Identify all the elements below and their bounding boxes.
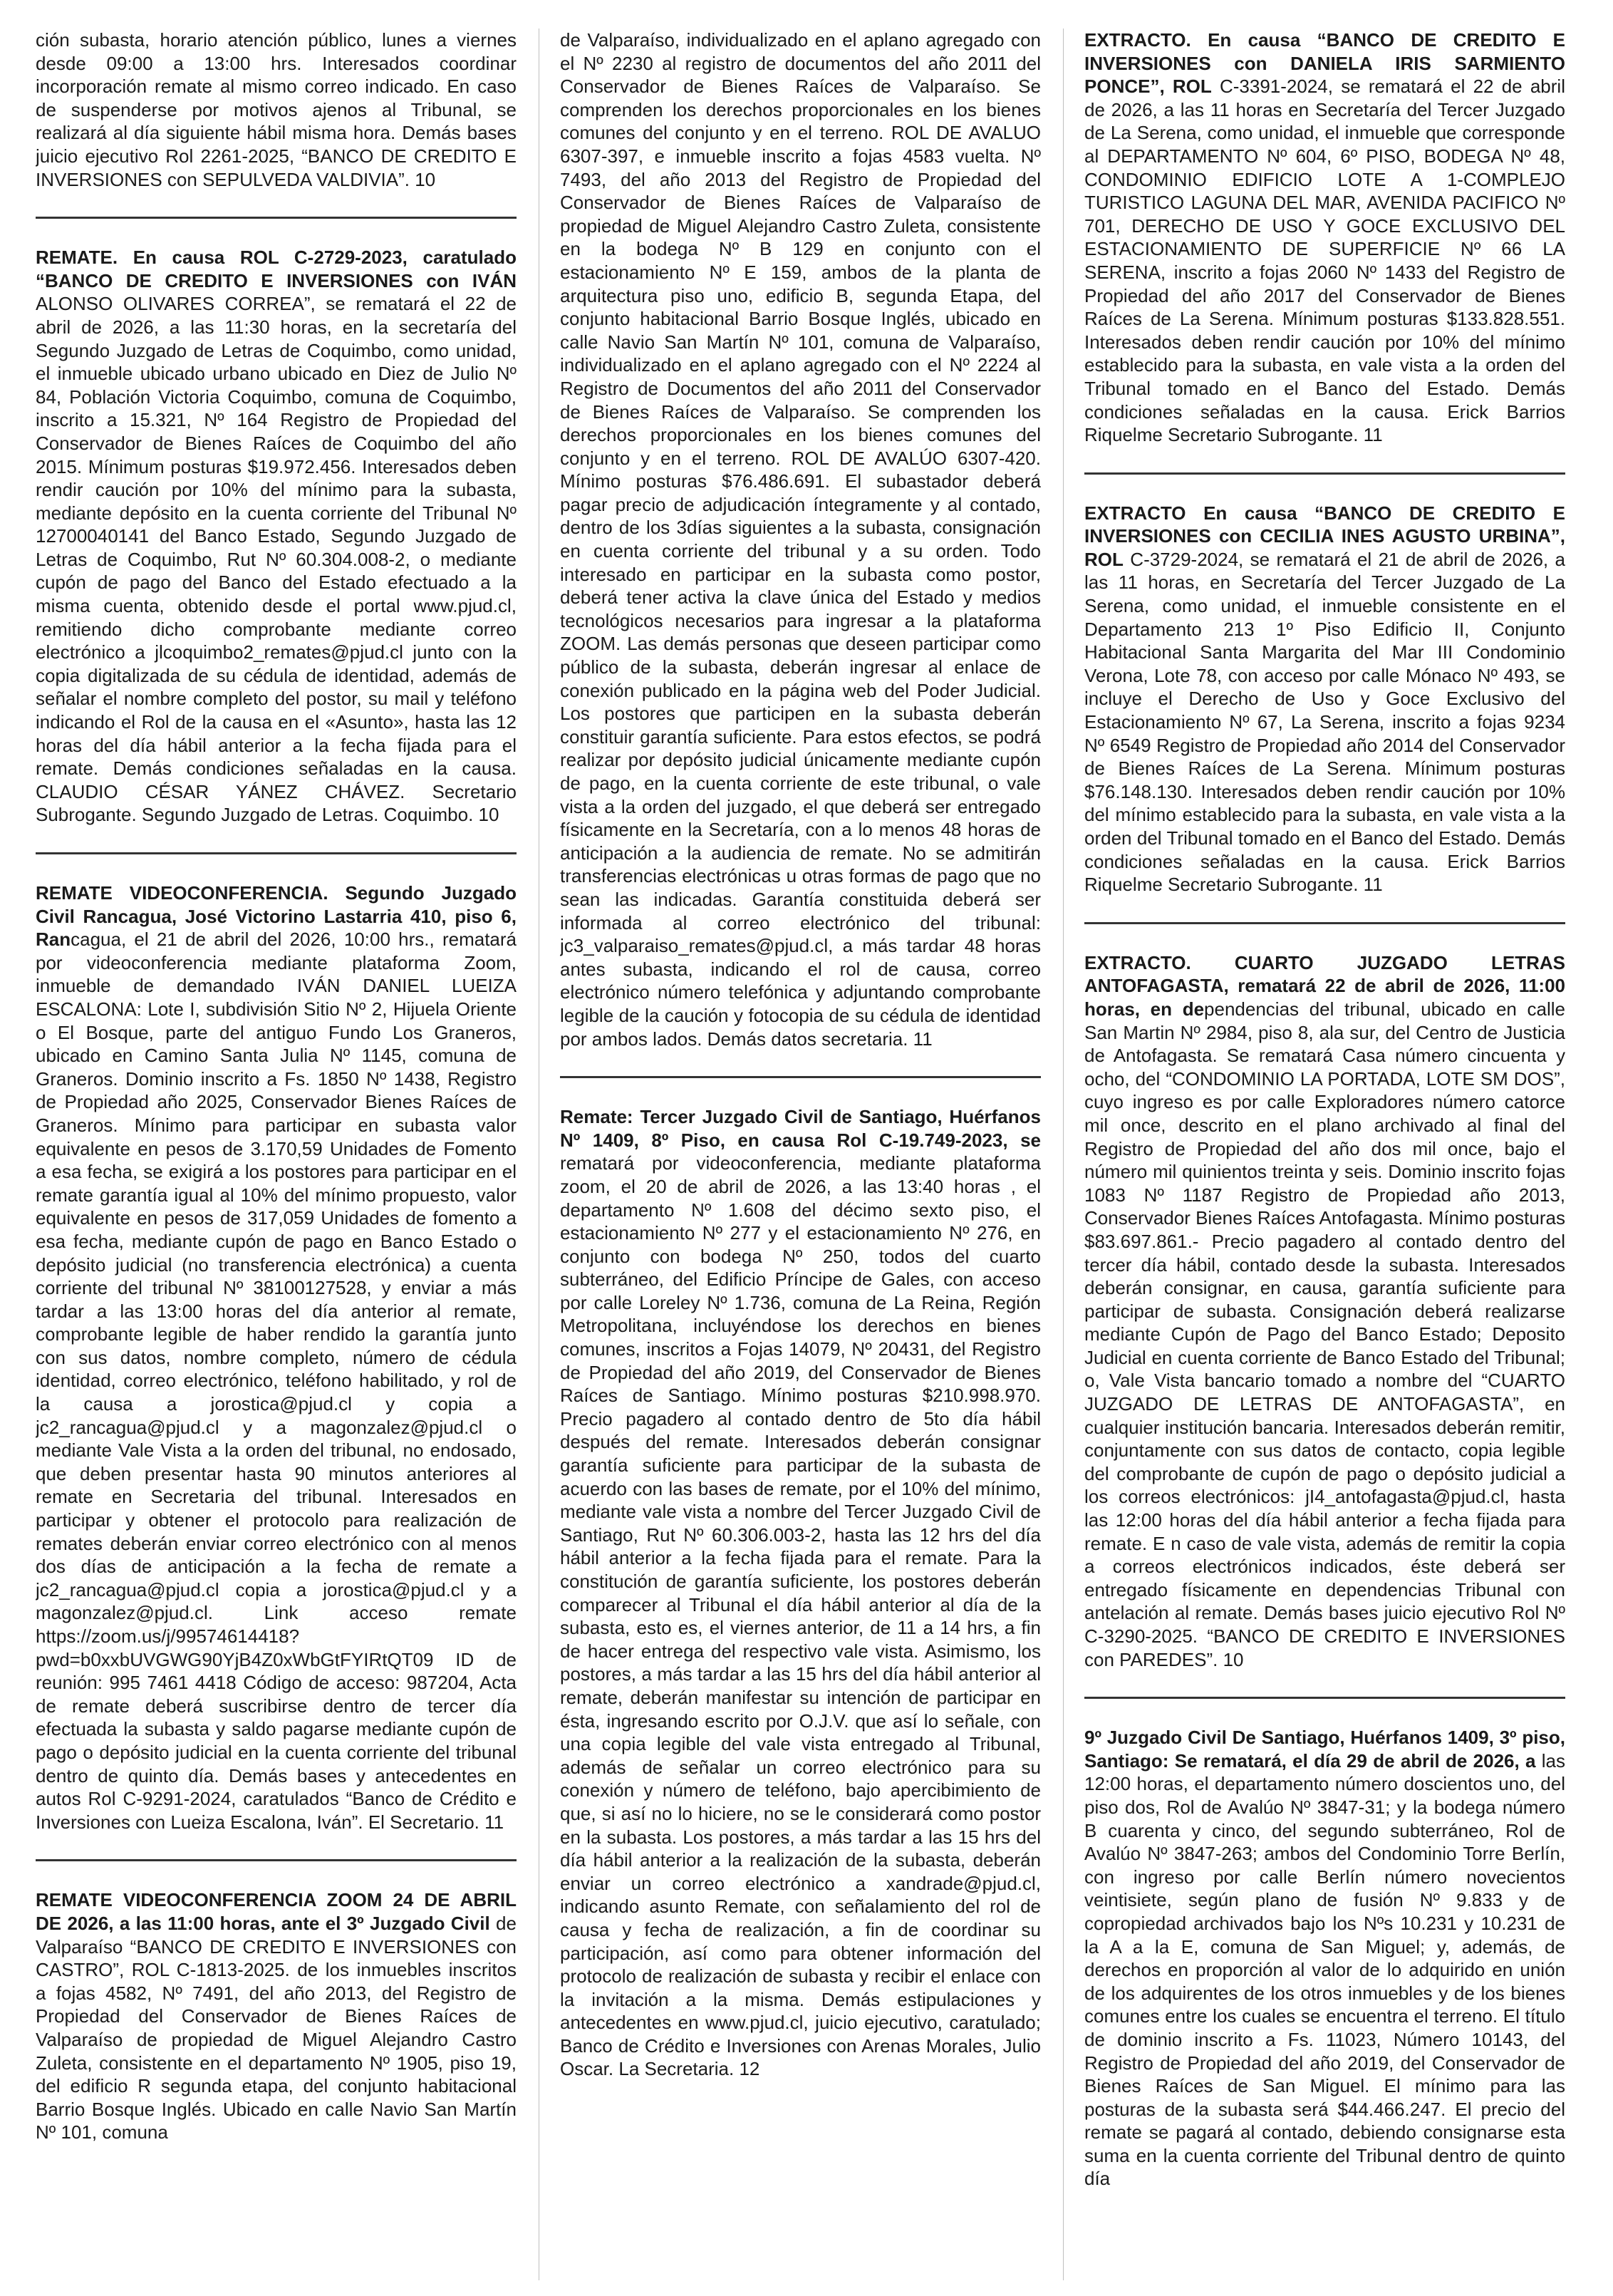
notice-separator xyxy=(1084,472,1565,475)
notice-heading: REMATE VIDEOCONFERENCIA. Segundo Juzgado Civil Rancagua, José Victorino Lastarria 410, piso 6, Ran xyxy=(36,882,517,951)
notice-body: cagua, el 21 de abril del 2026, 10:00 hrs., rematará por videoconferencia mediante plataforma Zoom, inmueble de demandado IVÁN DANIEL LUEIZA ESCALONA: Lote I, subdivisión Sitio Nº 2, Hijuela Oriente o El Bosque, parte del antiguo Fundo Los Graneros, ubicado en Camino Santa Julia Nº 1145, comuna de Graneros. Dominio inscrito a Fs. 1850 Nº 1438, Registro de Propiedad año 2025, Conservador Bienes Raíces de Graneros. Mínimo para participar en subasta valor equivalente en pesos de 3.170,59 Unidades de Fomento a esa fecha, se exigirá a los postores para participar en el remate garantía igual al 10% del mínimo propuesto, valor equivalente en pesos de 317,059 Unidades de fomento a esa fecha, mediante cupón de pago en Banco Estado o depósito judicial (no transferencia electrónica) a cuenta corriente del tribunal Nº 38100127528, y enviar a más tardar a las 13:00 horas del día anterior al remate, comprobante legible de haber rendido la garantía junto con sus datos, nombre completo, número de cédula identidad, correo electrónico, teléfono habilitado, y rol de la causa a jorostica@pjud.cl y copia a jc2_rancagua@pjud.cl y a magonzalez@pjud.cl o mediante Vale Vista a la orden del tribunal, no endosado, que deben presentar hasta 90 minutos anteriores al remate en Secretaria del tribunal. Interesados en participar y obtener el protocolo para realización de remates deberán enviar correo electrónico con al menos dos días de anticipación a la fecha de remate a jc2_rancagua@pjud.cl copia a jorostica@pjud.cl y a magonzalez@pjud.cl. Link acceso remate https://zoom.us/j/99574614418?pwd=b0xxbUVGWG90YjB4Z0xWbGtFYIRtQT09 ID de reunión: 995 7461 4418 Código de acceso: 987204, Acta de remate deberá suscribirse dentro de tercer día efectuada la subasta y saldo pagarse mediante cupón de pago o depósito judicial en la cuenta corriente del tribunal dentro de quinto día. Demás bases y antecedentes en autos Rol C-9291-2024, caratulados “Banco de Crédito e Inversiones con Lueiza Escalona, Iván”. El Secretario. 11 xyxy=(36,929,517,1833)
notice-body: de Valparaíso, individualizado en el aplano agregado con el Nº 2230 al registro de documentos del año 2011 del Conservador de Bienes Raíces de Valparaíso. Se comprenden los derechos proporcionales en los bienes comunes del conjunto y en el terreno. ROL DE AVALUO 6307-397, e inmueble inscrito a fojas 4583 vuelta. Nº 7493, del año 2013 del Registro de Propiedad del Conservador de Bienes Raíces de Valparaíso de propiedad de Miguel Alejandro Castro Zuleta, consistente en la bodega Nº B 129 en conjunto con el estacionamiento Nº E 159, ambos de la planta de arquitectura piso uno, edificio B, segunda Etapa, del conjunto habitacional Barrio Bosque Inglés, ubicado en calle Navio San Martín Nº 101, comuna de Valparaíso, individualizado en el aplano agregado con el Nº 2224 al Registro de Documentos del año 2011 del Conservador de Bienes Raíces de Valparaíso. Se comprenden los derechos proporcionales en los bienes comunes del conjunto y en el terreno. ROL DE AVALÚO 6307-420. Mínimo posturas $76.486.691. El subastador deberá pagar precio de adjudicación íntegramente y al contado, dentro de los 3días siguientes a la subasta, consignación en cuenta corriente del tribunal y a su orden. Todo interesado en participar en la subasta como postor, deberá tener activa la clave única del Estado y medios tecnológicos necesarios para ingresar a la plataforma ZOOM. Las demás personas que deseen participar como público de la subasta, deberán ingresar al enlace de conexión publicado en la página web del Poder Judicial. Los postores que participen en la subasta deberán constituir garantía suficiente. Para estos efectos, se podrá realizar por depósito judicial únicamente mediante cupón de pago, en la cuenta corriente de este tribunal, o vale vista a la orden del juzgado, el que deberá ser entregado físicamente en la Secretaría, con a lo menos 48 horas de anticipación a la audiencia de remate. No se admitirán transferencias electrónicas u otras formas de pago que no sean las indicadas. Garantía constituida deberá ser informada al correo electrónico del tribunal: jc3_valparaiso_remates@pjud.cl, a más tardar 48 horas antes subasta, indicando el rol de causa, correo electrónico número telefónica y adjuntando comprobante legible de la caución y fotocopia de su cédula de identidad por ambos lados. Demás datos secretaria. 11 xyxy=(560,29,1041,1050)
column-2 xyxy=(560,29,1041,2280)
legal-notice xyxy=(560,29,1041,1050)
legal-notice xyxy=(1084,29,1565,447)
notice-separator xyxy=(1084,1697,1565,1699)
notice-body: de Valparaíso “BANCO DE CREDITO E INVERSIONES con CASTRO”, ROL C-1813-2025. de los inmuebles inscritos a fojas 4582, Nº 7491, del año 2013, del Registro de Propiedad del Conservador de Bienes Raíces de Valparaíso de propiedad de Miguel Alejandro Castro Zuleta, consistente en el departamento Nº 1905, piso 19, del edificio R segunda etapa, del conjunto habitacional Barrio Bosque Inglés. Ubicado en calle Navio San Martín Nº 101, comuna xyxy=(36,1912,517,2144)
column-3 xyxy=(1084,29,1565,2280)
notice-heading: 9º Juzgado Civil De Santiago, Huérfanos 1409, 3º piso, Santiago: Se rematará, el día 29 de abril de 2026, a xyxy=(1084,1727,1565,1772)
legal-notice xyxy=(36,29,517,191)
legal-notice xyxy=(36,246,517,827)
legal-notice xyxy=(1084,502,1565,896)
notice-separator xyxy=(36,1859,517,1861)
legal-notice xyxy=(36,1888,517,2144)
notice-body: ción subasta, horario atención público, lunes a viernes desde 09:00 a 13:00 hrs. Interesados coordinar incorporación remate al mismo correo indicado. En caso de suspenderse por motivos ajenos al Tribunal, se realizará al día siguiente hábil misma hora. Demás bases juicio ejecutivo Rol 2261-2025, “BANCO DE CREDITO E INVERSIONES con SEPULVEDA VALDIVIA”. 10 xyxy=(36,29,517,190)
notice-body: rematará por videoconferencia, mediante plataforma zoom, el 20 de abril de 2026, a las 13:40 horas , el departamento Nº 1.608 del décimo sexto piso, el estacionamiento Nº 277 y el estacionamiento Nº 276, en conjunto con bodega Nº 250, todos del cuarto subterráneo, del Edificio Príncipe de Gales, con acceso por calle Loreley Nº 1.736, comuna de La Reina, Región Metropolitana, incluyéndose los derechos en bienes comunes, inscritos a Fojas 14079, Nº 20431, del Registro de Propiedad del año 2019, del Conservador de Bienes Raíces de Santiago. Mínimo posturas $210.998.970. Precio pagadero al contado dentro de 5to día hábil después del remate. Interesados deberán consignar garantía suficiente para participar de la subasta de acuerdo con las bases de remate, por el 10% del mínimo, mediante vale vista a nombre del Tercer Juzgado Civil de Santiago, Rut Nº 60.306.003-2, hasta las 12 hrs del día hábil anterior a la fecha fijada para el remate. Para la constitución de garantía suficiente, los postores deberán comparecer al Tribunal el día hábil anterior al día de la subasta, esto es, el viernes anterior, de 11 a 14 hrs, a fin de hacer entrega del respectivo vale vista. Asimismo, los postores, a más tardar a las 15 hrs del día hábil anterior al remate, deberán manifestar su intención de participar en ésta, ingresando escrito por O.J.V. que así lo señale, con una copia legible del vale vista entregado al Tribunal, además de señalar un correo electrónico para su conexión y número de teléfono, bajo apercibimiento de que, si así no lo hiciere, no se le considerará como postor en la subasta. Los postores, a más tardar a las 15 hrs del día hábil anterior a la realización de la subasta, deberán enviar un correo electrónico a xandrade@pjud.cl, indicando asunto Remate, con señalamiento del rol de causa y fecha de realización, a fin de coordinar su participación, así como para obtener información del protocolo de realización de subasta y recibir el enlace con la invitación a la misma. Demás estipulaciones y antecedentes en www.pjud.cl, juicio ejecutivo, caratulado; Banco de Crédito e Inversiones con Arenas Morales, Julio Oscar. La Secretaria. 12 xyxy=(560,1152,1041,2080)
notice-body: C-3391-2024, se rematará el 22 de abril de 2026, a las 11 horas en Secretaría del Tercer Juzgado de La Serena, como unidad, el inmueble que corresponde al DEPARTAMENTO Nº 604, 6º PISO, BODEGA Nº 48, CONDOMINIO EDIFICIO LOTE A 1-COMPLEJO TURISTICO LAGUNA DEL MAR, AVENIDA PACIFICO Nº 701, DERECHO DE USO Y GOCE EXCLUSIVO DEL ESTACIONAMIENTO DE SUPERFICIE Nº 66 LA SERENA, inscrito a fojas 2060 Nº 1433 del Registro de Propiedad del año 2017 del Conservador de Bienes Raíces de La Serena. Mínimum posturas $133.828.551. Interesados deben rendir caución por 10% del mínimo establecido para la subasta, en vale vista a la orden del Tribunal tomado en el Banco del Estado. Demás condiciones señaladas en la causa. Erick Barrios Riquelme Secretario Subrogante. 11 xyxy=(1084,76,1565,446)
notice-separator xyxy=(1084,922,1565,924)
notice-heading: REMATE VIDEOCONFERENCIA ZOOM 24 DE ABRIL DE 2026, a las 11:00 horas, ante el 3º Juzgado Civil xyxy=(36,1889,517,1934)
legal-notice xyxy=(1084,1726,1565,2191)
notice-separator xyxy=(560,1076,1041,1078)
notice-separator xyxy=(36,217,517,219)
notice-body: las 12:00 horas, el departamento número doscientos uno, del piso dos, Rol de Avalúo Nº 3847-31; y la bodega número B cuarenta y cinco, del segundo subterráneo, Rol de Avalúo Nº 3847-263; ambos del Condominio Torre Berlín, con ingreso por calle Berlín número novecientos veintisiete, según plano de fusión Nº 9.833 y de copropiedad archivados bajo los Nºs 10.231 y 10.231 de la A a la E, comuna de San Miguel; y, además, de derechos en proporción al valor de lo adquirido en unión de los adquirentes de los otros inmuebles y de los bienes comunes entre los cuales se encuentra el terreno. El título de dominio inscrito a Fs. 11023, Número 10143, del Registro de Propiedad del año 2019, del Conservador de Bienes Raíces de San Miguel. El mínimo para las posturas de la subasta será $44.466.247. El precio del remate se pagará al contado, debiendo consignarse esta suma en la cuenta corriente del Tribunal dentro de quinto día xyxy=(1084,1749,1565,2190)
notice-body: ALONSO OLIVARES CORREA”, se rematará el 22 de abril de 2026, a las 11:30 horas, en la secretaría del Segundo Juzgado de Letras de Coquimbo, como unidad, el inmueble ubicado urbano ubicado en Diez de Julio Nº 84, Población Victoria Coquimbo, comuna de Coquimbo, inscrito a 15.321, Nº 164 Registro de Propiedad del Conservador de Bienes Raíces de Coquimbo del año 2015. Mínimum posturas $19.972.456. Interesados deben rendir caución por 10% del mínimo para la subasta, mediante depósito en la cuenta corriente del Tribunal Nº 12700040141 del Banco Estado, Segundo Juzgado de Letras de Coquimbo, Rut Nº 60.304.008-2, o mediante cupón de pago del Banco del Estado efectuado a la misma cuenta, obtenido desde el portal www.pjud.cl, remitiendo dicho comprobante mediante correo electrónico a jlcoquimbo2_remates@pjud.cl junto con la copia digitalizada de su cédula de identidad, además de señalar el nombre completo del postor, su mail y teléfono indicando el Rol de la causa en el «Asunto», hasta las 12 horas del día hábil anterior a la fecha fijada para el remate. Demás condiciones señaladas en la causa. CLAUDIO CÉSAR YÁNEZ CHÁVEZ. Secretario Subrogante. Segundo Juzgado de Letras. Coquimbo. 10 xyxy=(36,293,517,826)
legal-notice xyxy=(560,1105,1041,2081)
notice-heading: EXTRACTO En causa “BANCO DE CREDITO E INVERSIONES con CECILIA INES AGUSTO URBINA”, ROL xyxy=(1084,502,1565,570)
notice-body: C-3729-2024, se rematará el 21 de abril de 2026, a las 11 horas, en Secretaría del Tercer Juzgado de La Serena, como unidad, el inmueble consistente en el Departamento 213 1º Piso Edificio II, Conjunto Habitacional Santa Margarita del Mar III Condominio Verona, Lote 78, con acceso por calle Mónaco Nº 493, se incluye el Derecho de Uso y Goce Exclusivo del Estacionamiento Nº 67, La Serena, inscrito a fojas 9234 Nº 6549 Registro de Propiedad año 2014 del Conservador de Bienes Raíces de La Serena. Mínimum posturas $76.148.130. Interesados deben rendir caución por 10% del mínimo establecido para la subasta, en vale vista a la orden del Tribunal tomado en el Banco del Estado. Demás condiciones señaladas en la causa. Erick Barrios Riquelme Secretario Subrogante. 11 xyxy=(1084,548,1565,896)
notice-heading: EXTRACTO. En causa “BANCO DE CREDITO E INVERSIONES con DANIELA IRIS SARMIENTO PONCE”, ROL xyxy=(1084,29,1565,98)
column-1 xyxy=(36,29,517,2280)
legal-notice xyxy=(1084,951,1565,1671)
notice-separator xyxy=(36,852,517,854)
notice-heading: EXTRACTO. CUARTO JUZGADO LETRAS ANTOFAGASTA, rematará 22 de abril de 2026, 11:00 horas, en de xyxy=(1084,951,1565,1020)
notice-heading: Remate: Tercer Juzgado Civil de Santiago, Huérfanos Nº 1409, 8º Piso, en causa Rol C-19.749-2023, se xyxy=(560,1106,1041,1151)
column-divider xyxy=(1063,29,1064,2280)
notice-heading: REMATE. En causa ROL C-2729-2023, caratulado “BANCO DE CREDITO E INVERSIONES con IVÁN xyxy=(36,247,517,291)
notice-body: pendencias del tribunal, ubicado en calle San Martin Nº 2984, piso 8, ala sur, del Centro de Justicia de Antofagasta. Se rematará Casa número cincuenta y ocho, del “CONDOMINIO LA PORTADA, LOTE SM DOS”, cuyo ingreso es por calle Exploradores número catorce mil once, descrito en el plano archivado al final del Registro de Propiedad del año dos mil once, bajo el número mil quinientos treinta y seis. Dominio inscrito fojas 1083 Nº 1187 Registro de Propiedad año 2013, Conservador Bienes Raíces Antofagasta. Mínimo posturas $83.697.861.- Precio pagadero al contado dentro del tercer día hábil, contado desde la subasta. Interesados deberán consignar, en causa, garantía suficiente para participar de subasta. Consignación deberá realizarse mediante Cupón de Pago del Banco Estado; Deposito Judicial en cuenta corriente de Banco Estado del Tribunal; o, Vale Vista bancario tomado a nombre del “CUARTO JUZGADO DE LETRAS DE ANTOFAGASTA”, en cualquier institución bancaria. Interesados deberán remitir, conjuntamente con sus datos de contacto, copia legible del comprobante de cupón de pago o depósito judicial a los correos electrónicos: jI4_antofagasta@pjud.cl, hasta las 12:00 horas del día hábil anterior a fecha fijada para remate. E n caso de vale vista, además de remitir la copia a correos electrónicos indicados, éste deberá ser entregado físicamente en dependencias Tribunal con antelación al remate. Demás bases juicio ejecutivo Rol Nº C-3290-2025. “BANCO DE CREDITO E INVERSIONES con PAREDES”. 10 xyxy=(1084,998,1565,1670)
legal-notice xyxy=(36,881,517,1834)
